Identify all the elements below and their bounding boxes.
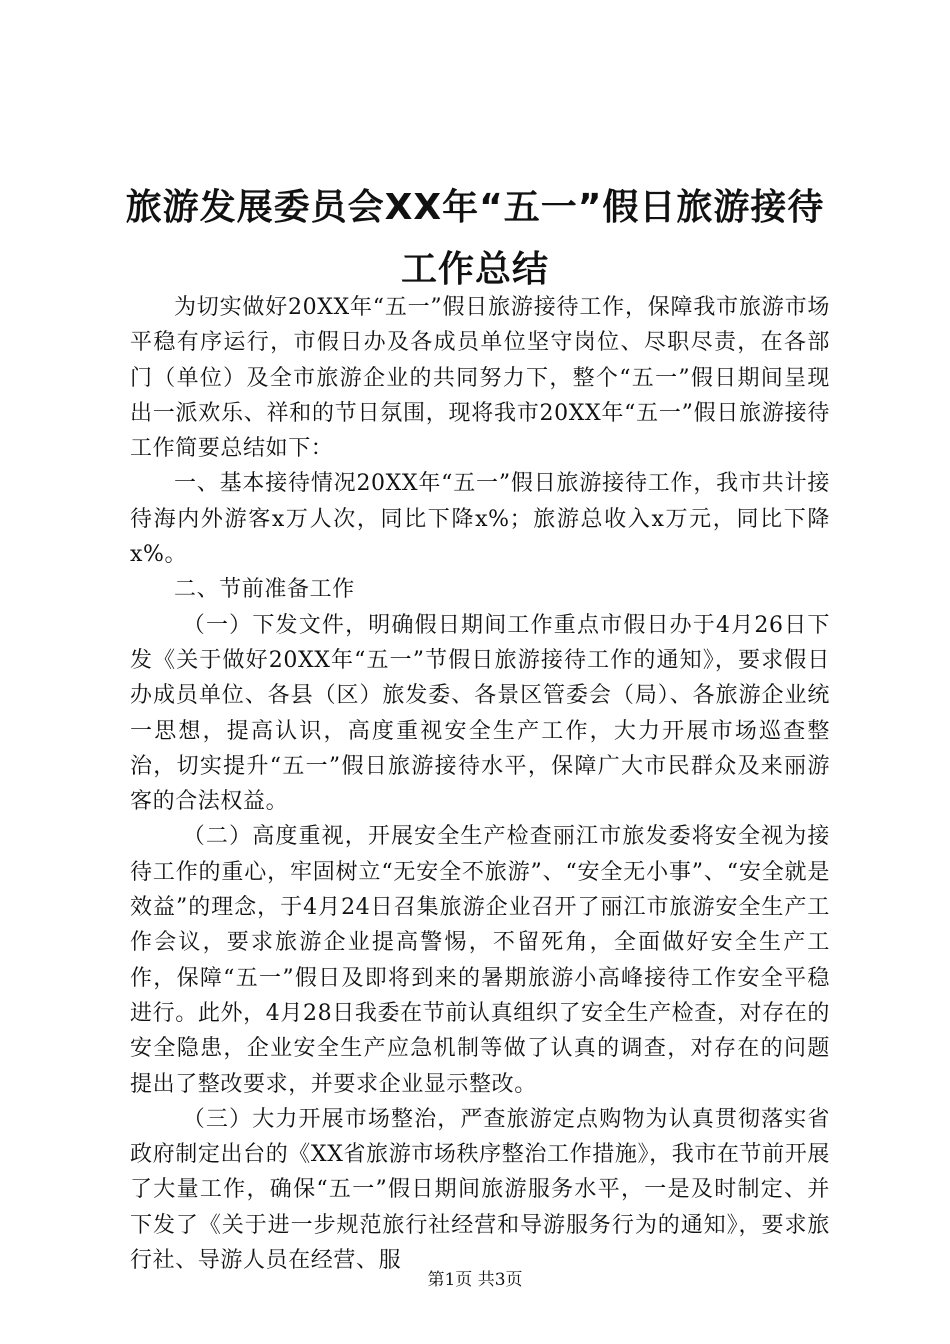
document-title-line-1: 旅游发展委员会XX年“五一”假日旅游接待 (125, 187, 825, 228)
paragraph-section-2-heading: 二、节前准备工作 (174, 577, 355, 603)
paragraph-intro: 为切实做好20XX年“五一”假日旅游接待工作，保障我市旅游市场平稳有序运行，市假日办及各成员单位坚守岗位、尽职尽责，在各部门（单位）及全市旅游企业的共同努力下，整个“五一”假日期间呈现出一派欢乐、祥和的节日氛围，现将我市20XX年“五一”假日旅游接待工作简要总结如下： (130, 295, 830, 462)
paragraph-subsection-2: （二）高度重视，开展安全生产检查丽江市旅发委将安全视为接待工作的重心，牢固树立“无安全不旅游”、“安全无小事”、“安全就是效益”的理念，于4月24日召集旅游企业召开了丽江市旅游安全生产工作会议，要求旅游企业提高警惕，不留死角，全面做好安全生产工作，保障“五一”假日及即将到来的暑期旅游小高峰接待工作安全平稳进行。此外，4月28日我委在节前认真组织了安全生产检查，对存在的安全隐患，企业安全生产应急机制等做了认真的调查，对存在的问题提出了整改要求，并要求企业显示整改。 (130, 824, 830, 1097)
document-body (130, 290, 830, 1278)
paragraph-section-1: 一、基本接待情况20XX年“五一”假日旅游接待工作，我市共计接待海内外游客x万人次，同比下降x%；旅游总收入x万元，同比下降x%。 (130, 471, 830, 568)
paragraph-subsection-3: （三）大力开展市场整治，严查旅游定点购物为认真贯彻落实省政府制定出台的《XX省旅游市场秩序整治工作措施》，我市在节前开展了大量工作，确保“五一”假日期间旅游服务水平，一是及时制定、并下发了《关于进一步规范旅行社经营和导游服务行为的通知》，要求旅行社、导游人员在经营、服 (130, 1106, 830, 1274)
page-footer: 第1页 共3页 (427, 1270, 523, 1290)
paragraph-subsection-1: （一）下发文件，明确假日期间工作重点市假日办于4月26日下发《关于做好20XX年“五一”节假日旅游接待工作的通知》，要求假日办成员单位、各县（区）旅发委、各景区管委会（局）、各旅游企业统一思想，提高认识，高度重视安全生产工作，大力开展市场巡查整治，切实提升“五一”假日旅游接待水平，保障广大市民群众及来丽游客的合法权益。 (130, 612, 830, 815)
document-title-line-2: 工作总结 (400, 249, 549, 290)
